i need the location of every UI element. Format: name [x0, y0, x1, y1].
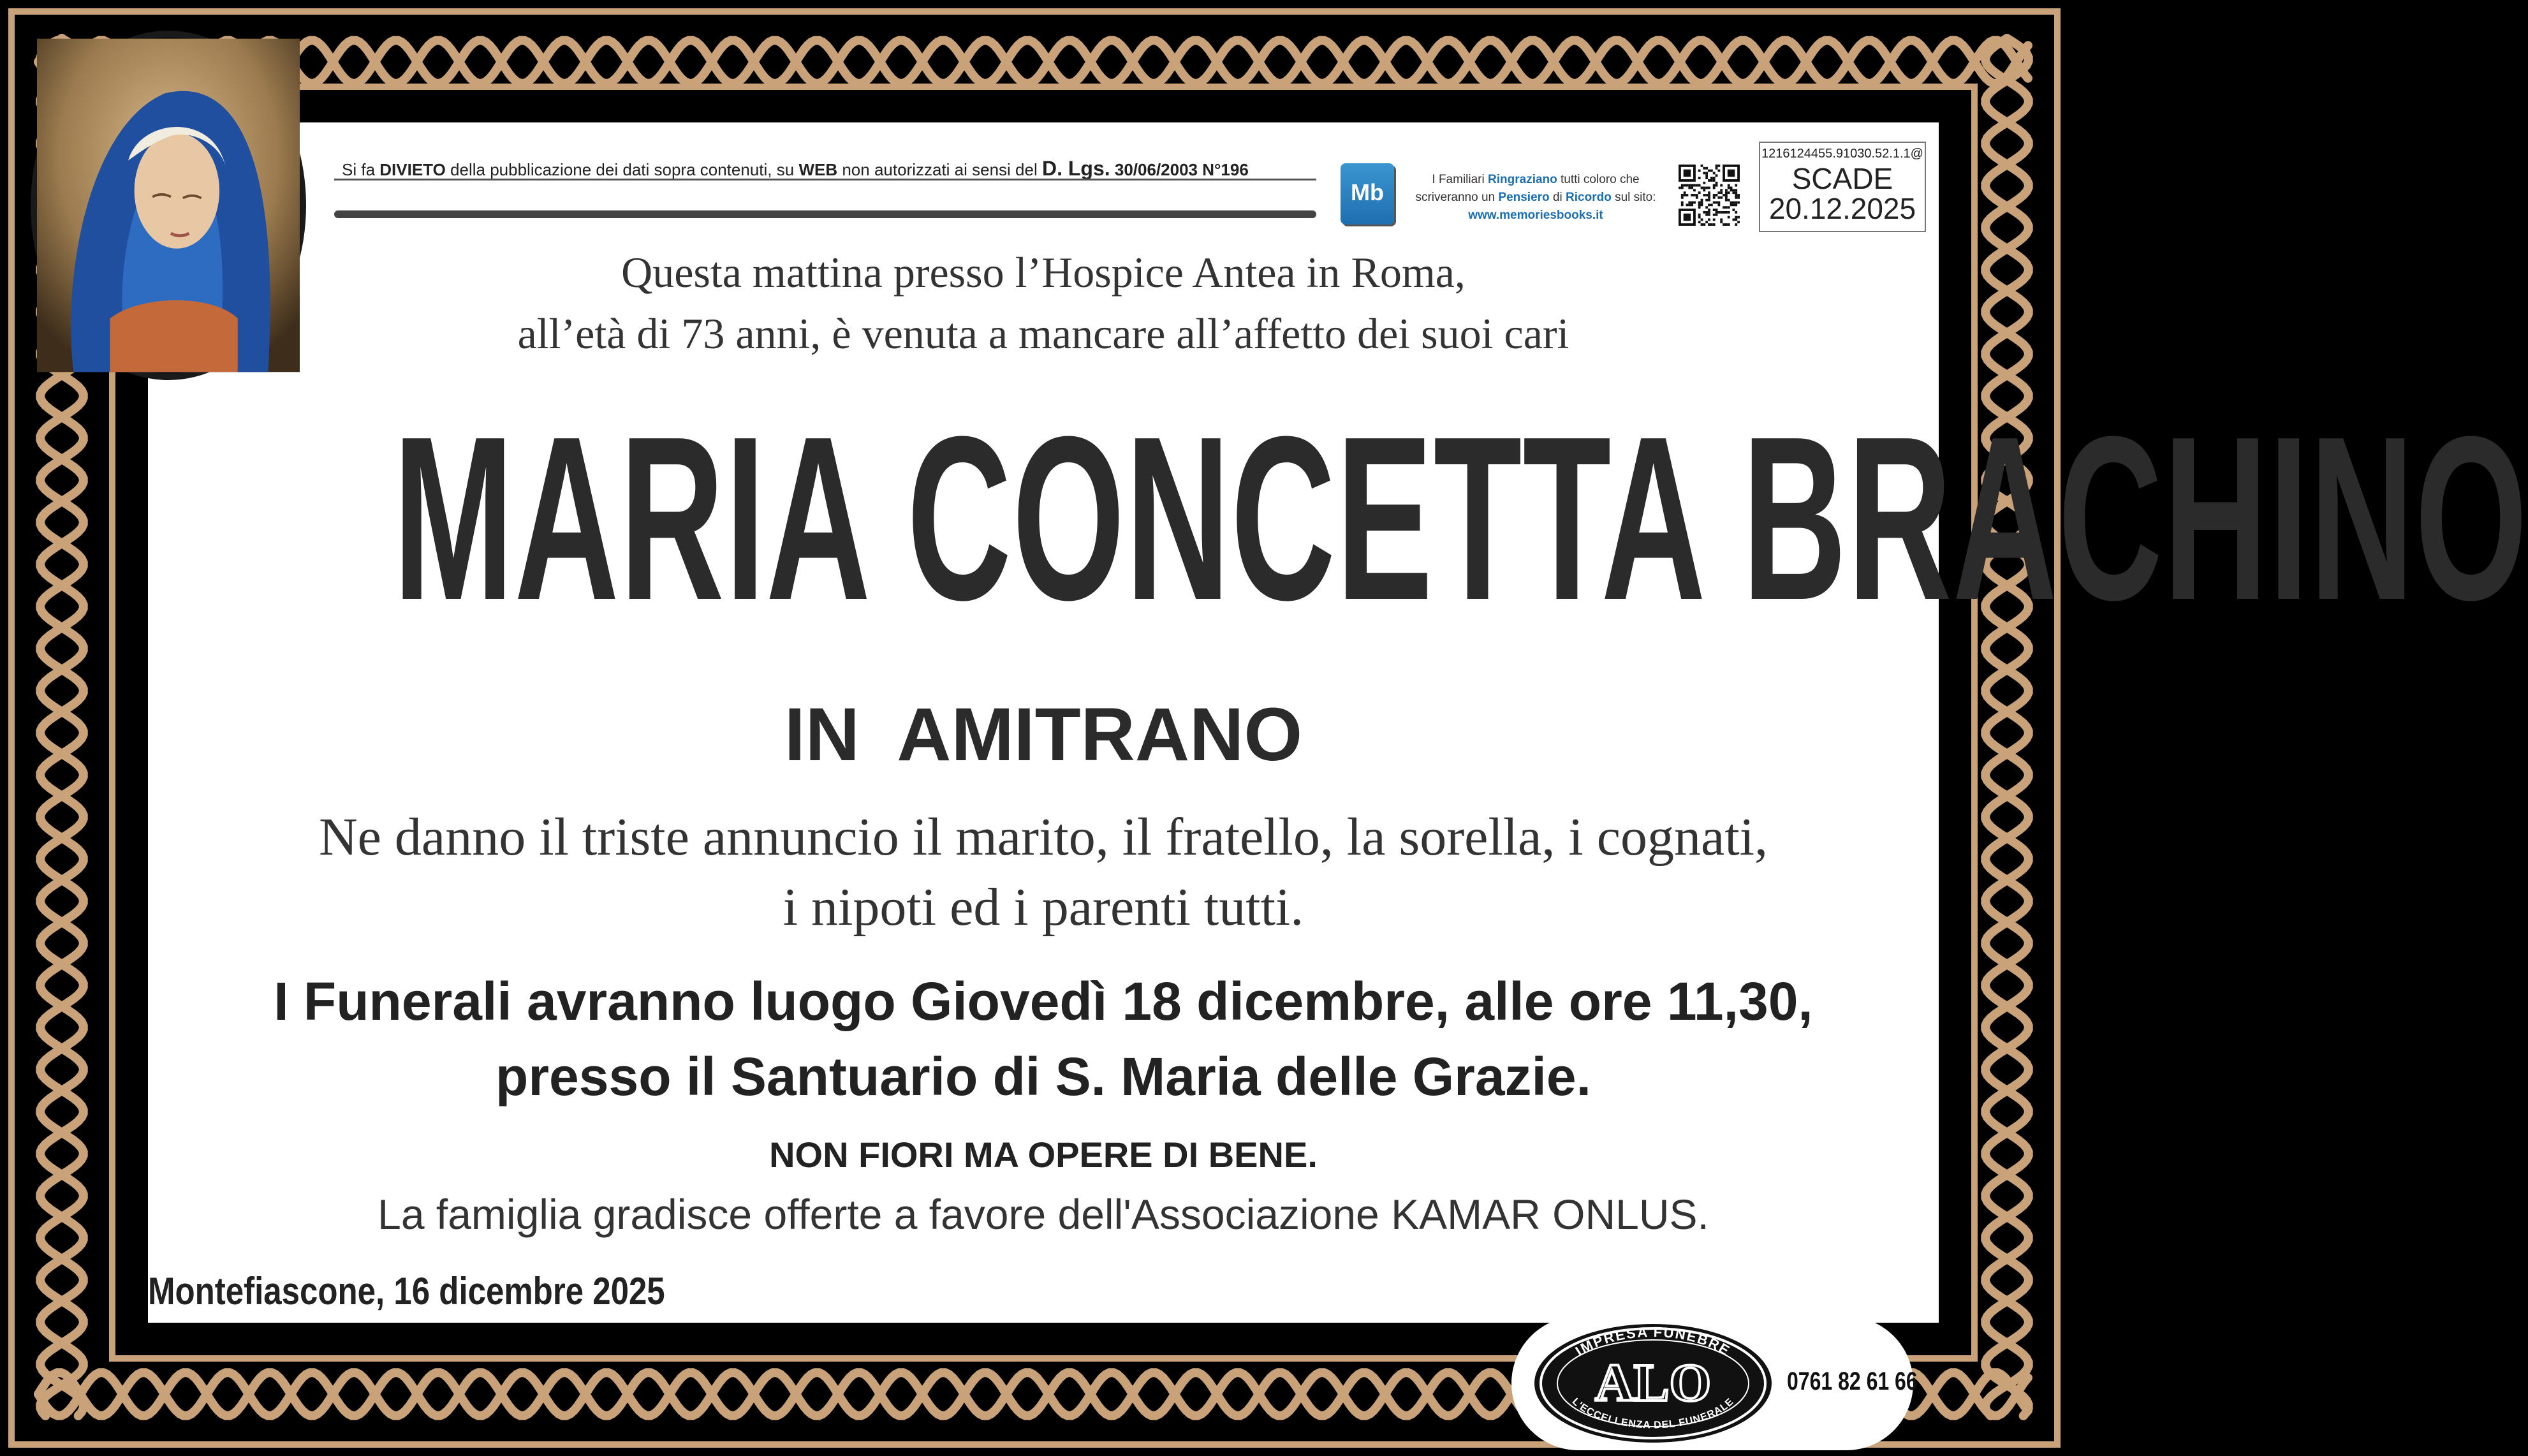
announcement-line-1: Ne danno il triste annuncio il marito, il fratello, la sorella, i cognati,	[318, 807, 1768, 867]
funeral-details-line-2: presso il Santuario di S. Maria delle Grazie.	[496, 1047, 1591, 1107]
expiry-label: SCADE	[1791, 162, 1893, 195]
funeral-home-logo-text: ALO	[1594, 1353, 1712, 1413]
expiry-box	[1759, 142, 1926, 232]
memoriesbooks-link[interactable]: www.memoriesbooks.it	[1468, 209, 1603, 222]
deceased-name: MARIA CONCETTA BRACHINO	[393, 388, 2528, 649]
qr-code-icon[interactable]	[1679, 165, 1740, 226]
intro-line-1: Questa mattina presso l’Hospice Antea in Roma,	[621, 248, 1466, 297]
funeral-home-bottom-text: L'ECCELLENZA DEL FUNERALE	[1569, 1396, 1737, 1431]
funeral-details-line-1: I Funerali avranno luogo Giovedì 18 dicembre, alle ore 11,30,	[274, 971, 1813, 1031]
place-and-date: Montefiascone, 16 dicembre 2025	[148, 1270, 665, 1313]
donation-note: La famiglia gradisce offerte a favore dell'Associazione KAMAR ONLUS.	[378, 1191, 1709, 1238]
married-name: IN AMITRANO	[784, 693, 1303, 777]
announcement-line-2: i nipoti ed i parenti tutti.	[783, 878, 1304, 937]
no-flowers-note: NON FIORI MA OPERE DI BENE.	[769, 1135, 1318, 1175]
expiry-date: 20.12.2025	[1768, 192, 1916, 225]
divider-thick	[334, 210, 1316, 218]
funeral-home-logo-icon	[1534, 1324, 1772, 1443]
expiry-code: 1216124455.91030.52.1.1@	[1761, 147, 1923, 161]
memoriesbooks-logo-icon[interactable]: Mb	[1341, 163, 1394, 224]
memoriesbooks-thanks-note: I Familiari Ringraziano tutti coloro che scriveranno un Pensiero di Ricordo sul sito: www.memoriesbooks.it	[1402, 171, 1670, 224]
funeral-home-phone[interactable]: 0761 82 61 66	[1787, 1367, 1918, 1395]
funeral-home-top-text: IMPRESA FUNEBRE	[1572, 1324, 1733, 1360]
divider	[334, 179, 1316, 180]
privacy-notice: Si fa DIVIETO della pubblicazione dei dati sopra contenuti, su WEB non autorizzati ai sensi del D. Lgs. 30/06/2003 N°196	[342, 157, 1249, 180]
funeral-home-badge[interactable]	[1511, 1316, 1918, 1450]
intro-line-2: all’età di 73 anni, è venuta a mancare all’affetto dei suoi cari	[517, 309, 1569, 358]
